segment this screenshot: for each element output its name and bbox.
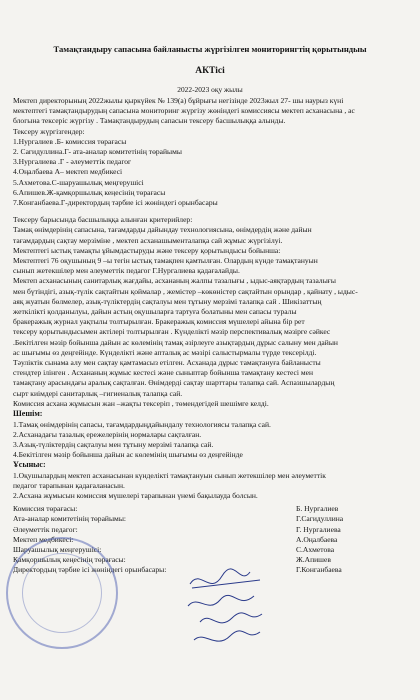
signer-name: Г.Конганбаева bbox=[296, 564, 342, 574]
signature-row bbox=[13, 514, 420, 524]
criteria-section bbox=[13, 215, 420, 256]
stamp-inner-ring bbox=[22, 553, 102, 633]
inspector-item: 7.Конганбаева.Г-директордың тәрбие ісі жөніндегі орынбасары bbox=[13, 198, 218, 208]
signature-row bbox=[13, 525, 420, 535]
findings-line: жеткілікті қолданылуы, дайын астың оқушыларға тартуға болатыны мен сапасы туралы bbox=[13, 307, 297, 317]
criteria-line: Тексеру барысында басшылыққа алынған критерийлер: bbox=[13, 215, 193, 225]
decision-item: 3.Азық-түліктердің сақталуы мен тұтыну мерзімі талапқа сай. bbox=[13, 439, 214, 449]
findings-line: мен бүтіндігі, азық-түлік сақтайтын қоймалар , жемістер –көкөністер сақтайтын орындар , қайнату , ыдыс- bbox=[13, 286, 358, 296]
signer-role: Комиссия төрағасы: bbox=[13, 504, 78, 514]
signer-role: Қамқоршылық кеңесінің төрағасы: bbox=[13, 554, 126, 564]
signer-name: Ж.Апишев bbox=[296, 554, 331, 564]
inspectors-list bbox=[13, 137, 420, 208]
proposal-item: 2.Асхана жұмысын комиссия мүшелері тарапынан үнемі бақылауда болсын. bbox=[13, 491, 258, 501]
findings-line: Мектеп асханасының санитарлық жағдайы, асхананың жалпы тазалығы , ыдыс-аяқтардың тазалығы bbox=[13, 276, 336, 286]
inspector-item: 3.Нургалиева .Г - әлеуметтік педагог bbox=[13, 157, 132, 167]
decision-heading: Шешім: bbox=[13, 409, 43, 419]
findings-line: .Бекітілген мәзір бойынша дайын ас көлемінің тамақ әзірлеуге азықтардың дұрыс салыну мен дайын bbox=[13, 337, 338, 347]
inspector-item: 6.Апишев.Ж-қамқоршылық кеңесінің төрағасы bbox=[13, 187, 166, 197]
decision-item: 2.Асханадағы тазалық ережелерінің нормалары сақталған. bbox=[13, 429, 202, 439]
signer-role: Директордың тәрбие ісі жөніндегі орынбасары: bbox=[13, 564, 167, 574]
intro-line: блогына тексеріс жүргізу . Тамақтандырудың сапасын тексеру басшылыққа алынды. bbox=[13, 116, 286, 126]
intro-section bbox=[13, 96, 420, 137]
criteria-line: Мектептегі ыстық тамақты ұйымдастыруды және тексеру қорытындысы бойынша: bbox=[13, 245, 281, 255]
proposal-heading: Ұсыныс: bbox=[13, 460, 46, 470]
inspector-item: 1.Нургалиев .Б- комиссия төрағасы bbox=[13, 136, 127, 146]
inspectors-heading: Тексеру жүргізгендер: bbox=[13, 126, 85, 136]
signer-role: Әлеуметтік педагог: bbox=[13, 524, 78, 534]
signer-role: Шаруашылық меңгерушісі: bbox=[13, 544, 102, 554]
signer-name: С.Ахметова bbox=[296, 544, 335, 554]
findings-line: бракеражық журнал уақтылы толтырылған. Бракеражық комиссия мүшелері айына бір рет bbox=[13, 317, 305, 327]
findings-line: сырт киімдері санитарлық –гигиеналық талапқа сай. bbox=[13, 388, 183, 398]
proposal-item: педагог тарапынан қадағаланасын. bbox=[13, 480, 125, 490]
findings-line: тамақтану арасындағы аралық сақталған. Өнімдерді сақтау шарттары талапқа сай. Аспазшылардың bbox=[13, 378, 335, 388]
signer-role: Мектеп медбикесі: bbox=[13, 534, 74, 544]
inspector-item: 5.Ахметова.С-шаруашылық меңгерушісі bbox=[13, 177, 144, 187]
signature-row bbox=[13, 504, 420, 514]
signer-name: Г. Нургалиева bbox=[296, 524, 341, 534]
decision-item: 4.Бекітілген мәзір бойынша дайын ас көлемінің шығымы өз деңгейінде bbox=[13, 450, 243, 460]
decision-section bbox=[13, 409, 420, 460]
findings-line: ас шығымы өз деңгейінде. Күнделікті және апталық ас мәзірі салыстырмалы түрде тексерілді. bbox=[13, 347, 317, 357]
findings-line: аяқ жуатын бөлмелер, азық-түліктердің сақталуы мен тұтыну мерзімі талапқа сай . Шикізаттың bbox=[13, 296, 322, 306]
signatures-ink bbox=[180, 566, 280, 656]
inspector-item: 2. Сагидуллина.Г- ата-аналар комитетінің төрайымы bbox=[13, 147, 182, 157]
findings-line: тексеру қорытындысымен актілері толтырылған . Күнделікті мәзір перспективалық мәзірге сәйкес bbox=[13, 327, 331, 337]
findings-line: Тәуліктік сынама алу мен сақтау қамтамасыз етілген. Асханада дұрыс тамақтануға байланысты bbox=[13, 358, 321, 368]
intro-line: Мектеп директорының 2022жылы қыркүйек № 139(а) бұйрығы негізінде 2023жыл 27- шы наурыз күні bbox=[13, 96, 344, 105]
intro-line: мектептегі тамақтандырудың сапасына мониторинг жүргізу жөніндегі комиссиясы мектеп асханасына , ас bbox=[13, 106, 355, 116]
document-title: Тамақтандыру сапасына байланысты жүргізілген мониторингтің қорытындыы bbox=[53, 44, 367, 54]
signer-name: А.Оңалбаева bbox=[296, 534, 338, 544]
criteria-line: тағамдардың сақтау мерзіміне , мектеп асханашыменталапқа сай жұмыс жүргізілуі. bbox=[13, 235, 283, 245]
school-stamp bbox=[6, 537, 118, 649]
act-label: АКТісі bbox=[195, 66, 225, 76]
findings-line: сынып жетекшілер мен әлеуметтік педагог Г.Нургалиева қадағалайды. bbox=[13, 266, 240, 276]
proposal-item: 1.Оқушылардың мектеп асханасынан күнделікті тамақтануын сынып жетекшілер мен әлеуметтік bbox=[13, 470, 326, 480]
criteria-line: Тамақ өнімдерінің сапасына, тағамдарды дайындау технологиясына, өнімдердің және дайын bbox=[13, 225, 312, 235]
signer-role: Ата-аналар комитетінің төрайымы: bbox=[13, 514, 126, 524]
findings-line: Комиссия асхана жұмысын жан –жақты тексеріп , төмендегідей шешімге келді. bbox=[13, 398, 269, 408]
decision-item: 1.Тамақ өнімдерінің сапасы, тағамдардыңдайындалу технологиясы талапқа сай. bbox=[13, 419, 271, 429]
findings-line: стендтер ілінген . Асхананың жұмыс кестесі және сыныптар бойынша тамақтану кестесі мен bbox=[13, 368, 314, 378]
signer-name: Б. Нургалиев bbox=[296, 504, 339, 514]
findings-line: Мектептегі 76 оқушының 9 –ы тегін ыстық тамақпен қамтылған. Олардың күнде тамақтануын bbox=[13, 256, 318, 266]
proposal-section bbox=[13, 460, 420, 501]
findings-section bbox=[13, 256, 420, 409]
academic-year: 2022-2023 оқу жылы bbox=[177, 85, 243, 94]
inspector-item: 4.Оңалбаева А– мектеп медбикесі bbox=[13, 167, 123, 177]
signer-name: Г.Сагидуллина bbox=[296, 514, 344, 524]
